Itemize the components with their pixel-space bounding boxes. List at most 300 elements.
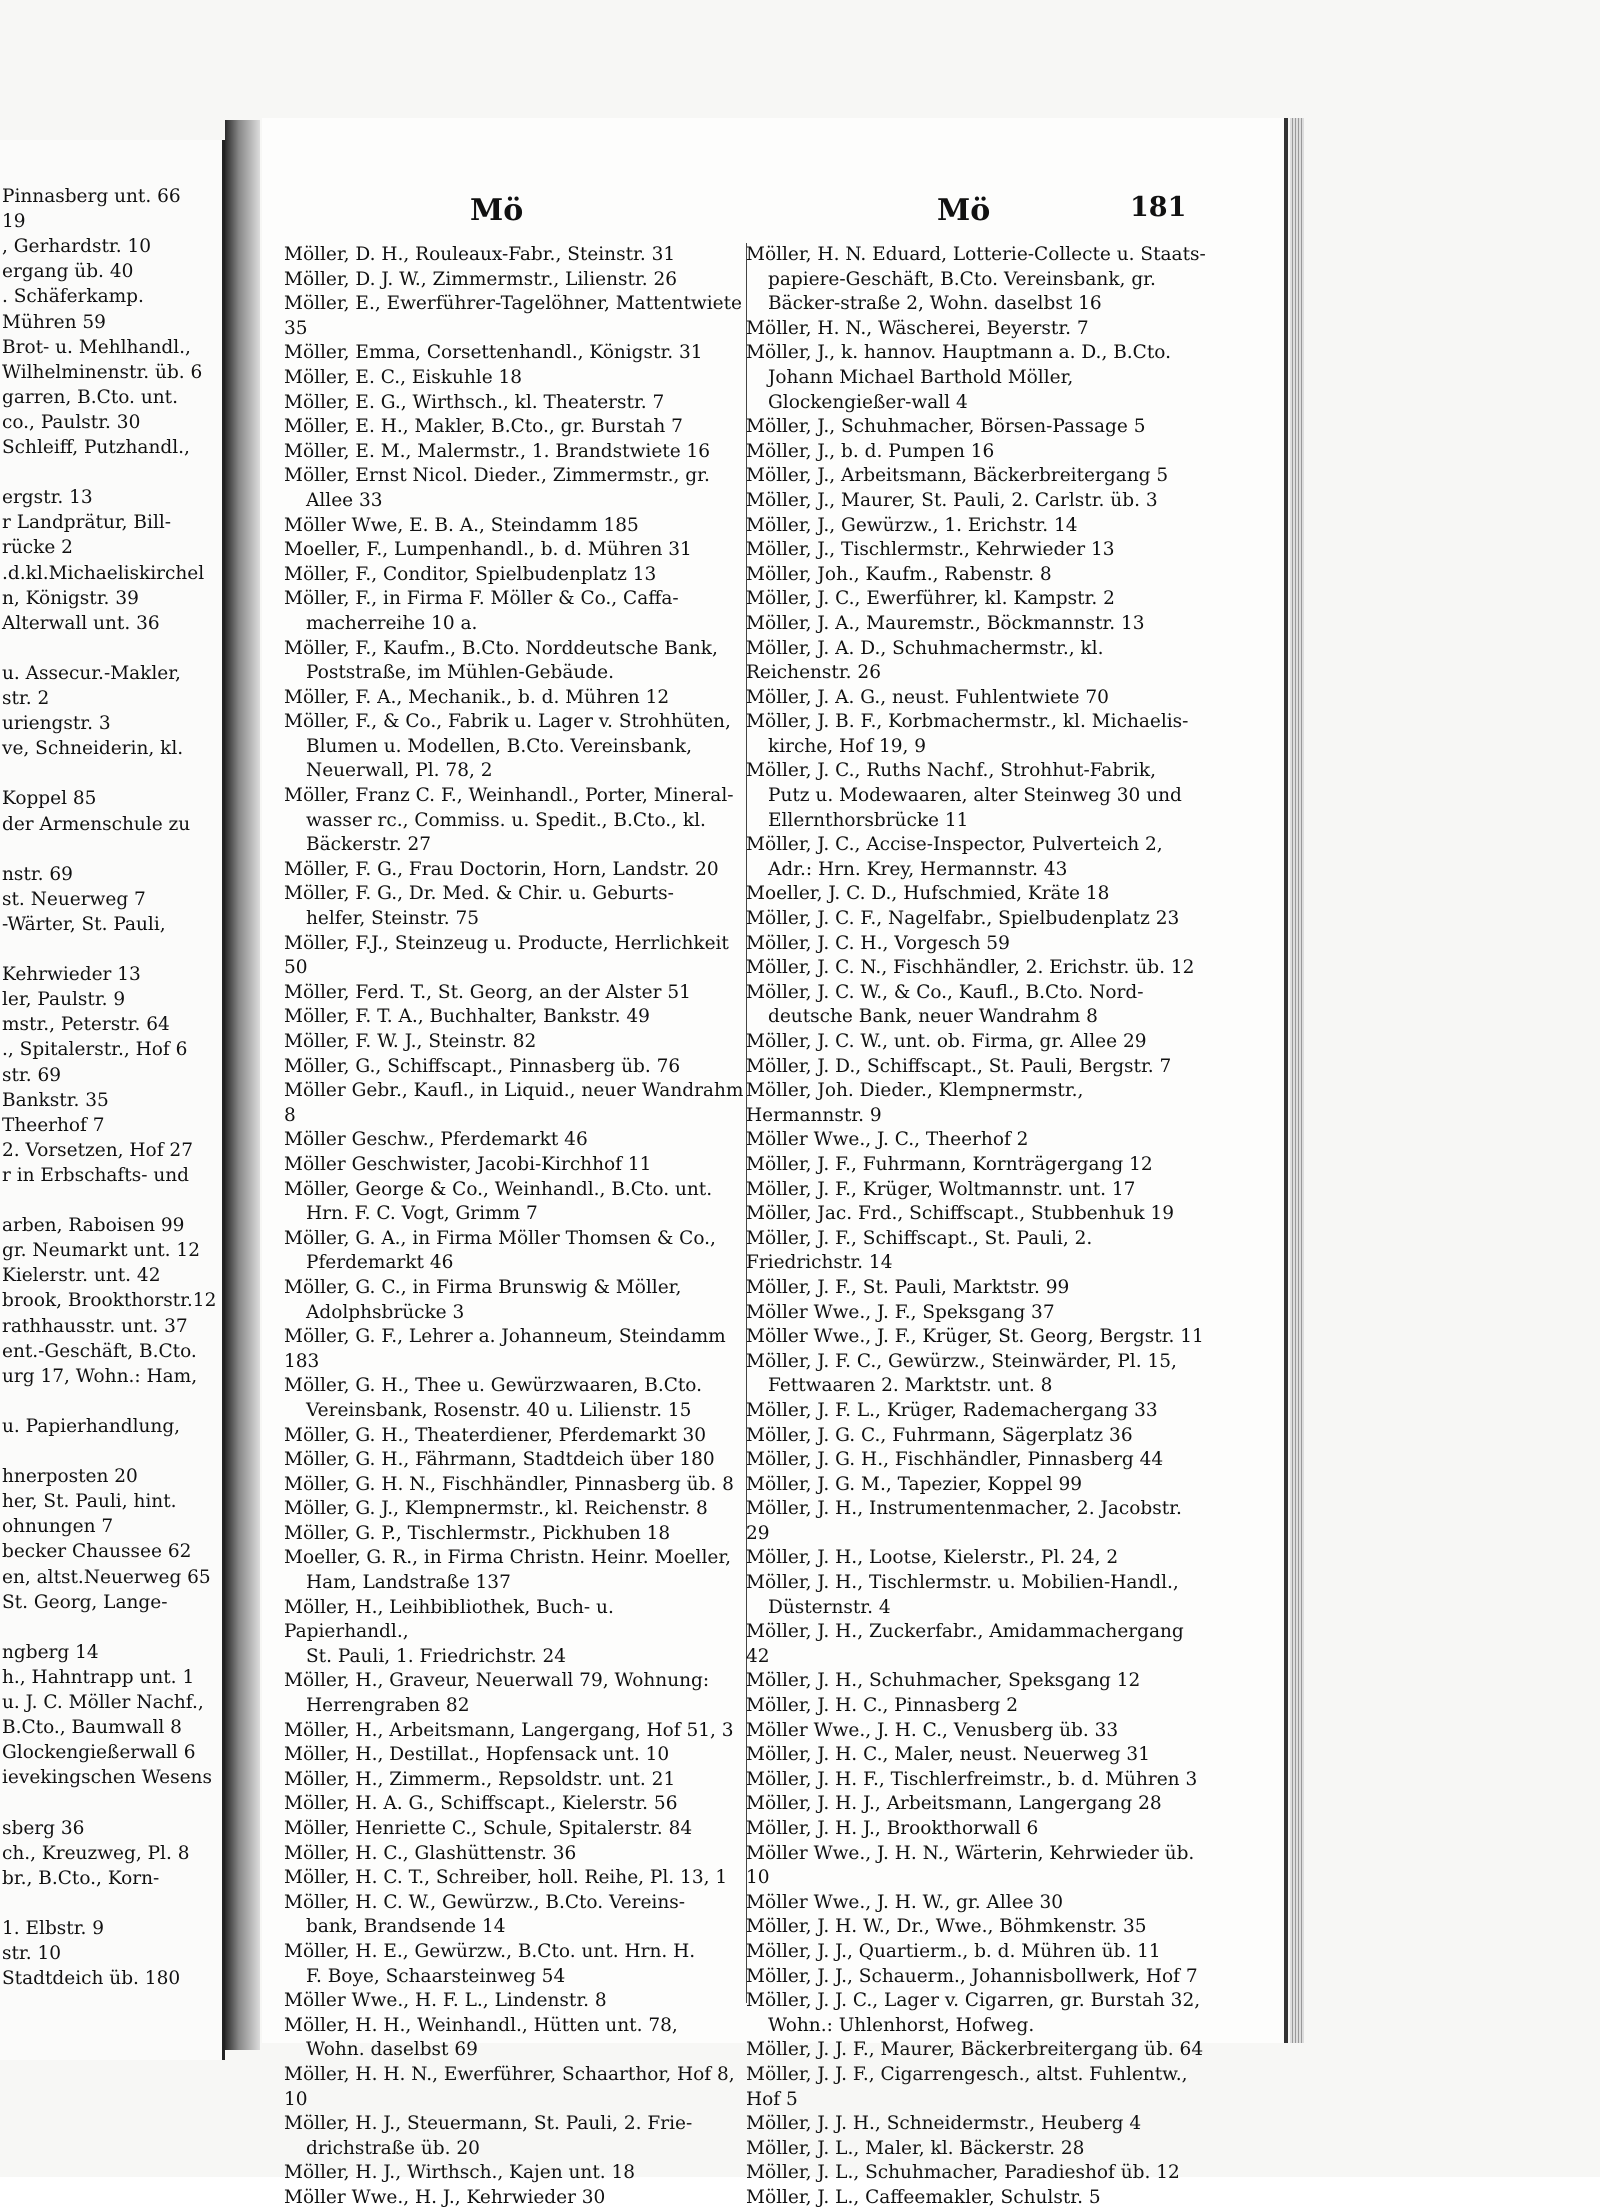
directory-entry xyxy=(746,514,1206,539)
entry-continuation: Adolphsbrücke 3 xyxy=(306,1301,465,1323)
directory-entry xyxy=(284,1546,744,1595)
directory-entry xyxy=(284,268,744,293)
entry-continuation: F. Boye, Schaarsteinweg 54 xyxy=(306,1965,566,1987)
left-page-line: der Armenschule zu xyxy=(2,813,191,835)
entry-text: Möller, J. G. M., Tapezier, Koppel 99 xyxy=(746,1473,1082,1495)
directory-entry xyxy=(746,243,1206,317)
entry-text: Möller, H. C. W., Gewürzw., B.Cto. Vereins- xyxy=(284,1891,685,1913)
directory-entry xyxy=(746,759,1206,833)
entry-text: Möller Wwe., J. H. N., Wärterin, Kehrwieder üb. 10 xyxy=(746,1842,1195,1889)
left-page-line: mstr., Peterstr. 64 xyxy=(2,1014,170,1036)
entry-text: Möller Wwe., J. H. W., gr. Allee 30 xyxy=(746,1891,1064,1913)
entry-text: Möller, F., Kaufm., B.Cto. Norddeutsche Bank, xyxy=(284,637,718,659)
left-page-line: u. J. C. Möller Nachf., xyxy=(2,1692,204,1713)
entry-text: Möller, J. J. C., Lager v. Cigarren, gr. Burstah 32, xyxy=(746,1990,1201,2012)
book-gutter xyxy=(225,120,260,2050)
directory-entry xyxy=(284,1374,744,1423)
entry-text: Möller, J. H. W., Dr., Wwe., Böhmkenstr. 35 xyxy=(746,1916,1147,1938)
directory-entry xyxy=(284,1005,744,1030)
entry-text: Möller, J. F. C., Gewürzw., Steinwärder, Pl. 15, xyxy=(746,1350,1177,1372)
directory-entry xyxy=(746,1743,1206,1768)
directory-entry xyxy=(746,1915,1206,1940)
entry-text: Möller, J. C. N., Fischhändler, 2. Erichstr. üb. 12 xyxy=(746,957,1195,979)
directory-entry xyxy=(746,2137,1206,2162)
entry-text: Möller, J. H. F., Tischlerfreimstr., b. d. Mühren 3 xyxy=(746,1768,1198,1790)
entry-text: Möller, J., b. d. Pumpen 16 xyxy=(746,440,995,462)
left-page-line: 19 xyxy=(2,211,26,233)
entry-text: Möller, George & Co., Weinhandl., B.Cto. unt. xyxy=(284,1178,713,1200)
entry-text: Möller, J. H., Schuhmacher, Speksgang 12 xyxy=(746,1670,1141,1692)
entry-text: Möller, J. J., Quartierm., b. d. Mühren üb. 11 xyxy=(746,1940,1161,1962)
entry-text: Möller, H. H. N., Ewerführer, Schaarthor, Hof 8, 10 xyxy=(284,2063,735,2110)
entry-text: Möller Wwe., J. F., Speksgang 37 xyxy=(746,1301,1055,1323)
entry-text: Möller, J. C., Ruths Nachf., Strohhut-Fabrik, xyxy=(746,760,1157,782)
running-head-left: Mö xyxy=(470,193,524,228)
entry-text: Möller, J. F., Fuhrmann, Kornträgergang 12 xyxy=(746,1153,1153,1175)
left-page-line: Alterwall unt. 36 xyxy=(2,612,160,634)
directory-entry xyxy=(746,489,1206,514)
directory-entry xyxy=(284,2112,744,2161)
directory-entry xyxy=(746,1989,1206,2038)
directory-entry xyxy=(284,882,744,931)
directory-entry xyxy=(284,1178,744,1227)
directory-entry xyxy=(746,981,1206,1030)
entry-text: Möller, J. A. D., Schuhmachermstr., kl. Reichenstr. 26 xyxy=(746,637,1104,684)
entry-text: Möller, J. H. C., Pinnasberg 2 xyxy=(746,1695,1019,1717)
left-page-line: ergang üb. 40 xyxy=(2,261,134,283)
left-page-line: hnerposten 20 xyxy=(2,1466,138,1488)
directory-entry xyxy=(746,1399,1206,1424)
directory-entry xyxy=(746,415,1206,440)
directory-entry xyxy=(284,1940,744,1989)
entry-text: Möller, F., in Firma F. Möller & Co., Caffa- xyxy=(284,588,679,610)
left-page-line: ievekingschen Wesens xyxy=(2,1767,212,1789)
directory-entry xyxy=(284,341,744,366)
left-page-line: co., Paulstr. 30 xyxy=(2,411,141,433)
directory-entry xyxy=(284,1055,744,1080)
entry-continuation: Johann Michael Barthold Möller, Glockengießer-wall 4 xyxy=(768,366,1074,413)
left-page-line: 2. Vorsetzen, Hof 27 xyxy=(2,1139,193,1161)
directory-entry xyxy=(746,1842,1206,1891)
entry-text: Möller, E. G., Wirthsch., kl. Theaterstr. 7 xyxy=(284,391,665,413)
entry-text: Möller, H. N. Eduard, Lotterie-Collecte u. Staats- xyxy=(746,244,1206,265)
left-page-line: -Wärter, St. Pauli, xyxy=(2,913,166,935)
directory-entry xyxy=(746,686,1206,711)
directory-entry xyxy=(746,2063,1206,2112)
entry-text: Möller, J. C. H., Vorgesch 59 xyxy=(746,932,1010,954)
directory-entry xyxy=(746,1571,1206,1620)
directory-entry xyxy=(746,1473,1206,1498)
entry-continuation: Hrn. F. C. Vogt, Grimm 7 xyxy=(306,1203,538,1225)
left-page-line: Bankstr. 35 xyxy=(2,1089,109,1111)
entry-text: Möller, J. C. F., Nagelfabr., Spielbudenplatz 23 xyxy=(746,908,1180,930)
directory-entry xyxy=(284,932,744,981)
entry-continuation: Blumen u. Modellen, B.Cto. Vereinsbank, Neuerwall, Pl. 78, 2 xyxy=(306,735,692,782)
left-page-line: ch., Kreuzweg, Pl. 8 xyxy=(2,1842,190,1864)
left-page-line: str. 10 xyxy=(2,1943,62,1964)
directory-entry xyxy=(746,1227,1206,1276)
directory-entry xyxy=(284,1866,744,1891)
entry-continuation: deutsche Bank, neuer Wandrahm 8 xyxy=(768,1006,1098,1028)
directory-entry xyxy=(284,784,744,858)
entry-text: Möller, H. C., Glashüttenstr. 36 xyxy=(284,1842,577,1864)
left-page xyxy=(0,140,225,2060)
directory-entry xyxy=(284,1448,744,1473)
left-page-line: ohnungen 7 xyxy=(2,1516,114,1538)
directory-entry xyxy=(284,1079,744,1128)
entry-text: Möller Geschwister, Jacobi-Kirchhof 11 xyxy=(284,1153,652,1175)
left-page-line: r in Erbschafts- und xyxy=(2,1164,190,1186)
directory-entry xyxy=(284,1719,744,1744)
entry-text: Möller, G. P., Tischlermstr., Pickhuben 18 xyxy=(284,1522,671,1544)
directory-column-right xyxy=(746,243,1206,2211)
left-page-line: brook, Brookthorstr.12 xyxy=(2,1290,217,1312)
directory-entry xyxy=(746,1079,1206,1128)
entry-text: Möller, E. C., Eiskuhle 18 xyxy=(284,366,523,388)
directory-entry xyxy=(746,833,1206,882)
directory-entry xyxy=(284,1030,744,1055)
left-page-line: Mühren 59 xyxy=(2,311,106,333)
entry-text: Möller, J., Maurer, St. Pauli, 2. Carlstr. üb. 3 xyxy=(746,489,1158,511)
entry-text: Möller, J., k. hannov. Hauptmann a. D., B.Cto. xyxy=(746,342,1171,364)
directory-entry xyxy=(284,686,744,711)
entry-text: Möller, G. H., Thee u. Gewürzwaaren, B.Cto. xyxy=(284,1375,702,1397)
entry-text: Möller, D. J. W., Zimmermstr., Lilienstr. 26 xyxy=(284,268,678,290)
directory-entry xyxy=(284,464,744,513)
directory-entry xyxy=(284,2186,744,2211)
entry-text: Möller, J. H. C., Maler, neust. Neuerweg 31 xyxy=(746,1744,1150,1766)
entry-continuation: St. Pauli, 1. Friedrichstr. 24 xyxy=(306,1645,567,1667)
entry-text: Möller, J. J. H., Schneidermstr., Heuberg 4 xyxy=(746,2113,1142,2135)
entry-text: Möller, G. A., in Firma Möller Thomsen & Co., xyxy=(284,1227,716,1249)
entry-text: Möller, J. H. J., Arbeitsmann, Langergang 28 xyxy=(746,1793,1162,1815)
directory-entry xyxy=(746,1694,1206,1719)
entry-text: Möller, H. H., Weinhandl., Hütten unt. 78, xyxy=(284,2014,678,2036)
left-page-line: .d.kl.Michaeliskirchel xyxy=(2,562,205,584)
entry-text: Möller, J. C., Accise-Inspector, Pulverteich 2, xyxy=(746,834,1163,856)
directory-entry xyxy=(746,2038,1206,2063)
directory-entry xyxy=(284,2014,744,2063)
left-page-line: str. 2 xyxy=(2,688,50,709)
directory-entry xyxy=(746,932,1206,957)
entry-text: Möller Gebr., Kaufl., in Liquid., neuer Wandrahm 8 xyxy=(284,1080,744,1126)
directory-entry xyxy=(746,1792,1206,1817)
running-head-right: Mö xyxy=(937,193,991,228)
directory-entry xyxy=(746,637,1206,686)
directory-entry xyxy=(746,1965,1206,1990)
directory-entry xyxy=(746,1448,1206,1473)
directory-entry xyxy=(284,637,744,686)
entry-text: Möller, J. C. W., & Co., Kaufl., B.Cto. Nord- xyxy=(746,981,1144,1003)
directory-entry xyxy=(284,1768,744,1793)
directory-entry xyxy=(746,1350,1206,1399)
directory-entry xyxy=(746,1719,1206,1744)
entry-text: Möller, G., Schiffscapt., Pinnasberg üb. 76 xyxy=(284,1055,681,1077)
directory-entry xyxy=(746,1178,1206,1203)
entry-text: Möller Wwe., J. F., Krüger, St. Georg, Bergstr. 11 xyxy=(746,1326,1204,1348)
page-number: 181 xyxy=(1130,192,1187,223)
entry-text: Möller, J. A. G., neust. Fuhlentwiete 70 xyxy=(746,686,1109,708)
entry-continuation: Pferdemarkt 46 xyxy=(306,1252,454,1274)
left-page-line: r Landprätur, Bill- xyxy=(2,512,172,534)
entry-continuation: helfer, Steinstr. 75 xyxy=(306,908,480,930)
entry-text: Moeller, F., Lumpenhandl., b. d. Mühren 31 xyxy=(284,539,692,561)
directory-entry xyxy=(284,1792,744,1817)
directory-entry xyxy=(284,1227,744,1276)
entry-continuation: Herrengraben 82 xyxy=(306,1695,470,1717)
entry-continuation: macherreihe 10 a. xyxy=(306,612,478,634)
entry-text: Möller, F., Conditor, Spielbudenplatz 13 xyxy=(284,563,657,585)
left-page-line: ve, Schneiderin, kl. xyxy=(2,738,184,760)
entry-continuation: drichstraße üb. 20 xyxy=(306,2137,480,2159)
directory-entry xyxy=(284,1325,744,1374)
entry-text: Möller, J. C. W., unt. ob. Firma, gr. Allee 29 xyxy=(746,1031,1147,1052)
entry-text: Möller, H. J., Wirthsch., Kajen unt. 18 xyxy=(284,2162,636,2184)
left-page-line: Theerhof 7 xyxy=(2,1114,105,1136)
directory-entry xyxy=(746,1497,1206,1546)
entry-text: Möller, J. L., Maler, kl. Bäckerstr. 28 xyxy=(746,2137,1085,2159)
directory-column-left xyxy=(284,243,744,2211)
directory-entry xyxy=(284,1669,744,1718)
entry-text: Möller, J. C., Ewerführer, kl. Kampstr. 2 xyxy=(746,588,1115,610)
entry-continuation: Fettwaaren 2. Marktstr. unt. 8 xyxy=(768,1375,1053,1397)
left-page-line: Glockengießerwall 6 xyxy=(2,1742,196,1764)
entry-text: Möller, Jac. Frd., Schiffscapt., Stubbenhuk 19 xyxy=(746,1203,1175,1225)
directory-entry xyxy=(284,587,744,636)
directory-entry xyxy=(284,1497,744,1522)
left-page-line: arben, Raboisen 99 xyxy=(2,1215,185,1237)
entry-continuation: Wohn. daselbst 69 xyxy=(306,2039,478,2061)
directory-entry xyxy=(284,2161,744,2186)
directory-entry xyxy=(746,2112,1206,2137)
directory-entry xyxy=(284,1424,744,1449)
directory-entry xyxy=(746,1940,1206,1965)
left-page-line: 1. Elbstr. 9 xyxy=(2,1917,105,1939)
directory-entry xyxy=(746,317,1206,342)
left-page-line: Pinnasberg unt. 66 xyxy=(2,186,181,207)
directory-entry xyxy=(284,1596,744,1670)
entry-text: Möller Wwe, E. B. A., Steindamm 185 xyxy=(284,514,639,536)
entry-text: Möller, J. G. H., Fischhändler, Pinnasberg 44 xyxy=(746,1449,1164,1471)
directory-entry xyxy=(284,858,744,883)
left-page-line: ngberg 14 xyxy=(2,1641,99,1663)
entry-continuation: papiere-Geschäft, B.Cto. Vereinsbank, gr. Bäcker-straße 2, Wohn. daselbst 16 xyxy=(768,268,1156,315)
left-page-line: Koppel 85 xyxy=(2,788,97,810)
entry-text: Möller, J. A., Mauremstr., Böckmannstr. 13 xyxy=(746,612,1145,634)
entry-text: Möller, H., Leihbibliothek, Buch- u. Papierhandl., xyxy=(284,1596,614,1643)
directory-entry xyxy=(746,1768,1206,1793)
directory-entry xyxy=(746,1301,1206,1326)
entry-text: Möller, J. F., Schiffscapt., St. Pauli, 2. Friedrichstr. 14 xyxy=(746,1227,1093,1274)
directory-entry xyxy=(746,612,1206,637)
entry-text: Möller, J. D., Schiffscapt., St. Pauli, Bergstr. 7 xyxy=(746,1055,1172,1077)
directory-entry xyxy=(284,1522,744,1547)
left-page-line: u. Assecur.-Makler, xyxy=(2,662,181,684)
entry-text: Möller, Ernst Nicol. Dieder., Zimmermstr., gr. xyxy=(284,465,710,487)
entry-continuation: Poststraße, im Mühlen-Gebäude. xyxy=(306,662,614,684)
left-page-line: st. Neuerweg 7 xyxy=(2,888,146,910)
entry-text: Möller, J. G. C., Fuhrmann, Sägerplatz 36 xyxy=(746,1424,1133,1446)
entry-text: Möller Wwe., J. H. C., Venusberg üb. 33 xyxy=(746,1719,1119,1741)
directory-entry xyxy=(284,391,744,416)
entry-text: Möller, J. F., St. Pauli, Marktstr. 99 xyxy=(746,1276,1070,1298)
entry-continuation: Adr.: Hrn. Krey, Hermannstr. 43 xyxy=(768,858,1068,880)
entry-text: Möller, H., Destillat., Hopfensack unt. 10 xyxy=(284,1744,670,1766)
entry-text: Möller, H. E., Gewürzw., B.Cto. unt. Hrn. H. xyxy=(284,1940,696,1962)
left-page-line: becker Chaussee 62 xyxy=(2,1541,192,1563)
left-page-line: uriengstr. 3 xyxy=(2,713,111,735)
directory-entry xyxy=(746,1424,1206,1449)
entry-text: Möller, J., Schuhmacher, Börsen-Passage 5 xyxy=(746,416,1146,438)
directory-entry xyxy=(284,440,744,465)
left-page-line: rathhausstr. unt. 37 xyxy=(2,1315,188,1337)
directory-entry xyxy=(284,243,744,268)
entry-text: Möller, G. J., Klempnermstr., kl. Reichenstr. 8 xyxy=(284,1498,708,1520)
directory-entry xyxy=(746,1620,1206,1669)
left-page-line: . Schäferkamp. xyxy=(2,286,144,308)
left-page-line: Kehrwieder 13 xyxy=(2,964,141,986)
left-page-line: B.Cto., Baumwall 8 xyxy=(2,1717,182,1739)
entry-text: Möller, G. H., Theaterdiener, Pferdemarkt 30 xyxy=(284,1424,707,1446)
page-edge xyxy=(1290,118,1304,2043)
directory-entry xyxy=(746,1276,1206,1301)
entry-text: Möller, H. C. T., Schreiber, holl. Reihe, Pl. 13, 1 xyxy=(284,1867,728,1889)
directory-entry xyxy=(746,563,1206,588)
directory-entry xyxy=(746,1325,1206,1350)
entry-text: Möller, J. H. J., Brookthorwall 6 xyxy=(746,1818,1039,1839)
left-page-line: nstr. 69 xyxy=(2,863,73,885)
directory-entry xyxy=(746,1030,1206,1055)
entry-continuation: Putz u. Modewaaren, alter Steinweg 30 und Ellernthorsbrücke 11 xyxy=(768,785,1182,831)
directory-entry xyxy=(746,907,1206,932)
entry-text: Möller, E. H., Makler, B.Cto., gr. Burstah 7 xyxy=(284,416,683,438)
entry-text: Moeller, J. C. D., Hufschmied, Kräte 18 xyxy=(746,883,1110,905)
left-page-line: St. Georg, Lange- xyxy=(2,1591,168,1613)
directory-entry xyxy=(746,341,1206,415)
left-page-line: Kielerstr. unt. 42 xyxy=(2,1265,161,1287)
directory-entry xyxy=(284,1743,744,1768)
left-page-line: garren, B.Cto. unt. xyxy=(2,386,178,408)
directory-entry xyxy=(284,415,744,440)
entry-text: Möller, H., Arbeitsmann, Langergang, Hof 51, 3 xyxy=(284,1719,734,1741)
directory-entry xyxy=(746,587,1206,612)
entry-text: Möller, J. F., Krüger, Woltmannstr. unt. 17 xyxy=(746,1178,1136,1200)
directory-entry xyxy=(746,2161,1206,2186)
left-page-line: u. Papierhandlung, xyxy=(2,1415,181,1437)
entry-text: Möller, F., & Co., Fabrik u. Lager v. Strohhüten, xyxy=(284,711,731,733)
entry-text: Möller Wwe., H. J., Kehrwieder 30 xyxy=(284,2186,606,2208)
left-page-line: ergstr. 13 xyxy=(2,487,93,509)
entry-continuation: Wohn.: Uhlenhorst, Hofweg. xyxy=(768,2014,1035,2036)
directory-entry xyxy=(284,981,744,1006)
directory-entry xyxy=(746,1817,1206,1842)
entry-text: Möller, H., Graveur, Neuerwall 79, Wohnung: xyxy=(284,1670,710,1692)
left-page-line: br., B.Cto., Korn- xyxy=(2,1867,160,1889)
left-page-line: ., Spitalerstr., Hof 6 xyxy=(2,1039,188,1061)
entry-text: Möller, J., Gewürzw., 1. Erichstr. 14 xyxy=(746,514,1078,536)
directory-entry xyxy=(284,563,744,588)
left-page-line: Brot- u. Mehlhandl., xyxy=(2,336,191,358)
entry-continuation: Vereinsbank, Rosenstr. 40 u. Lilienstr. 15 xyxy=(306,1399,692,1421)
entry-text: Möller, H. A. G., Schiffscapt., Kielerstr. 56 xyxy=(284,1793,678,1815)
entry-text: Möller, J. H., Zuckerfabr., Amidammachergang 42 xyxy=(746,1621,1184,1667)
directory-entry xyxy=(284,514,744,539)
entry-text: Möller, J. J. F., Cigarrengesch., altst. Fuhlentw., Hof 5 xyxy=(746,2063,1188,2110)
left-page-line: her, St. Pauli, hint. xyxy=(2,1491,177,1513)
entry-continuation: bank, Brandsende 14 xyxy=(306,1916,506,1938)
entry-text: Möller, Joh., Kaufm., Rabenstr. 8 xyxy=(746,563,1052,585)
entry-text: Möller, F. G., Dr. Med. & Chir. u. Geburts- xyxy=(284,883,674,905)
left-page-line: en, altst.Neuerweg 65 xyxy=(2,1566,211,1588)
directory-entry xyxy=(284,2063,744,2112)
entry-text: Moeller, G. R., in Firma Christn. Heinr. Moeller, xyxy=(284,1547,732,1569)
entry-text: Möller, G. H. N., Fischhändler, Pinnasberg üb. 8 xyxy=(284,1473,734,1495)
left-page-line: rücke 2 xyxy=(2,537,73,559)
entry-continuation: Düsternstr. 4 xyxy=(768,1596,891,1618)
directory-entry xyxy=(746,2186,1206,2211)
directory-entry xyxy=(746,538,1206,563)
entry-text: Möller, J. H., Lootse, Kielerstr., Pl. 24, 2 xyxy=(746,1547,1119,1569)
entry-continuation: kirche, Hof 19, 9 xyxy=(768,735,927,757)
left-page-line: h., Hahntrapp unt. 1 xyxy=(2,1666,195,1688)
left-page-line: ent.-Geschäft, B.Cto. xyxy=(2,1340,197,1362)
entry-text: Möller, J. B. F., Korbmachermstr., kl. Michaelis- xyxy=(746,711,1189,733)
entry-continuation: Ham, Landstraße 137 xyxy=(306,1572,511,1594)
entry-text: Möller, Henriette C., Schule, Spitalerstr. 84 xyxy=(284,1818,693,1839)
directory-entry xyxy=(284,1276,744,1325)
directory-entry xyxy=(746,882,1206,907)
directory-entry xyxy=(284,1473,744,1498)
entry-text: Möller, F. T. A., Buchhalter, Bankstr. 49 xyxy=(284,1006,650,1028)
entry-text: Möller, D. H., Rouleaux-Fabr., Steinstr. 31 xyxy=(284,244,676,265)
entry-text: Möller, J. H., Instrumentenmacher, 2. Jacobstr. 29 xyxy=(746,1498,1182,1544)
entry-continuation: wasser rc., Commiss. u. Spedit., B.Cto., kl. Bäckerstr. 27 xyxy=(306,809,706,856)
entry-text: Möller Wwe., H. F. L., Lindenstr. 8 xyxy=(284,1990,607,2012)
directory-entry xyxy=(746,1202,1206,1227)
entry-text: Möller, J. L., Caffeemakler, Schulstr. 5 xyxy=(746,2186,1101,2208)
directory-entry xyxy=(746,710,1206,759)
directory-entry xyxy=(746,440,1206,465)
entry-text: Möller, J. H., Tischlermstr. u. Mobilien-Handl., xyxy=(746,1572,1179,1594)
entry-text: Möller, J., Tischlermstr., Kehrwieder 13 xyxy=(746,539,1115,561)
left-page-line: ler, Paulstr. 9 xyxy=(2,989,126,1011)
entry-text: Möller, H., Zimmerm., Repsoldstr. unt. 21 xyxy=(284,1768,676,1790)
entry-text: Möller, G. F., Lehrer a. Johanneum, Steindamm 183 xyxy=(284,1326,726,1372)
entry-text: Möller, H. N., Wäscherei, Beyerstr. 7 xyxy=(746,317,1089,339)
directory-entry xyxy=(284,1891,744,1940)
entry-continuation: Allee 33 xyxy=(306,489,383,511)
entry-text: Möller, G. C., in Firma Brunswig & Möller, xyxy=(284,1276,682,1298)
left-page-line: , Gerhardstr. 10 xyxy=(2,236,152,258)
left-page-line: Wilhelminenstr. üb. 6 xyxy=(2,361,203,383)
directory-entry xyxy=(284,1153,744,1178)
entry-text: Möller, H. J., Steuermann, St. Pauli, 2. Frie- xyxy=(284,2113,693,2135)
entry-text: Möller, F.J., Steinzeug u. Producte, Herrlichkeit 50 xyxy=(284,932,729,979)
directory-entry xyxy=(746,1128,1206,1153)
directory-entry xyxy=(284,1842,744,1867)
directory-entry xyxy=(284,292,744,341)
entry-text: Möller, J., Arbeitsmann, Bäckerbreitergang 5 xyxy=(746,465,1169,487)
directory-entry xyxy=(284,538,744,563)
directory-entry xyxy=(746,1153,1206,1178)
directory-entry xyxy=(284,1817,744,1842)
directory-entry xyxy=(284,1989,744,2014)
left-page-line: sberg 36 xyxy=(2,1817,85,1839)
entry-text: Möller, E., Ewerführer-Tagelöhner, Mattentwiete 35 xyxy=(284,293,742,339)
entry-text: Möller, J. J., Schauerm., Johannisbollwerk, Hof 7 xyxy=(746,1965,1198,1987)
left-page-line: str. 69 xyxy=(2,1064,62,1086)
entry-text: Möller, J. F. L., Krüger, Rademachergang 33 xyxy=(746,1399,1158,1421)
